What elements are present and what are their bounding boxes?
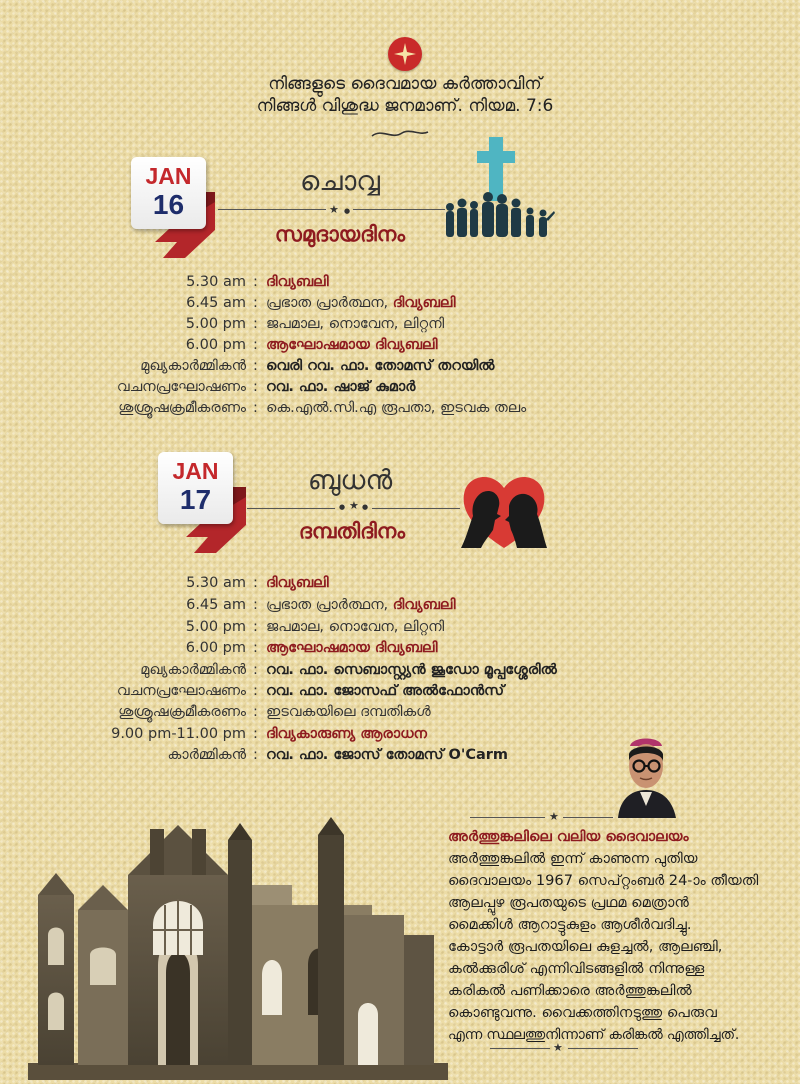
divider-line	[247, 508, 335, 509]
schedule-value: ജപമാല, നൊവേന, ലിറ്റനി	[266, 316, 445, 332]
divider-line	[372, 508, 460, 509]
history-line: കൊണ്ടുവന്നു. വൈക്കത്തിനടുത്തു പെരുവ	[448, 1004, 717, 1021]
schedule-label: ശുശ്രൂഷക്രമീകരണം	[118, 704, 246, 720]
schedule-label: വചനപ്രഘോഷണം	[116, 683, 246, 699]
schedule-row	[0, 681, 800, 702]
schedule-time: 6.45 am	[186, 597, 246, 613]
schedule-value	[266, 293, 455, 314]
bible-verse	[160, 73, 650, 117]
schedule-value: റവ. ഫാ. ജോസ് തോമസ് O'Carm	[266, 747, 509, 763]
schedule-value-highlight: ദിവ്യബലി	[392, 597, 456, 613]
schedule-value-plain: പ്രഭാത പ്രാർത്ഥന,	[266, 295, 389, 311]
history-line: ആലപ്പുഴ രൂപതയുടെ പ്രഥമ മെത്രാൻ	[448, 894, 689, 911]
history-line: കൽക്കുരിശ് എന്നിവിടങ്ങളിൽ നിന്നുള്ള	[448, 960, 705, 977]
schedule-value-highlight: ദിവ്യബലി	[392, 295, 456, 311]
schedule-value: ഇടവകയിലെ ദമ്പതികൾ	[266, 704, 431, 720]
schedule-value: ആഘോഷമായ ദിവ്യബലി	[266, 640, 438, 656]
colon: :	[253, 662, 258, 678]
colon: :	[253, 619, 258, 635]
schedule-row	[0, 377, 800, 398]
colon: :	[253, 316, 258, 332]
schedule-row	[0, 573, 800, 594]
history-line: കോട്ടാർ രൂപതയിലെ കുളച്ചൽ, ആലഞ്ചി,	[448, 938, 723, 955]
history-line: കരികൽ പണിക്കാരെ അർത്തുങ്കലിൽ	[448, 982, 692, 999]
schedule-value: ദിവ്യബലി	[266, 575, 329, 591]
schedule-row	[0, 335, 800, 356]
divider-line	[470, 817, 545, 818]
schedule-time: 9.00 pm-11.00 pm	[111, 726, 246, 742]
dot-icon: ●	[344, 207, 351, 215]
history-text	[448, 826, 778, 1046]
divider-line	[218, 209, 326, 210]
colon: :	[253, 295, 258, 311]
day-theme: ദമ്പതിദിനം	[298, 519, 406, 543]
schedule-row	[0, 356, 800, 377]
cross-family-icon	[440, 135, 555, 245]
colon: :	[253, 337, 258, 353]
colon: :	[253, 358, 258, 374]
date-day: 16	[152, 189, 185, 220]
history-line: അർത്തുങ്കലിൽ ഇന്ന് കാണുന്ന പുതിയ	[448, 850, 698, 867]
schedule-row	[0, 702, 800, 723]
star-icon: ★	[349, 499, 359, 512]
schedule-value: റവ. ഫാ. ജോസഫ് അൽഫോൻസ്	[266, 683, 505, 699]
day-name: ചൊവ്വ	[299, 166, 380, 197]
schedule-time: 6.45 am	[186, 295, 246, 311]
bishop-portrait	[610, 732, 682, 822]
divider-line	[568, 1048, 638, 1049]
schedule-time: 5.00 pm	[185, 316, 246, 332]
schedule-value: വെരി റവ. ഫാ. തോമസ് തറയിൽ	[266, 358, 495, 374]
church-illustration	[28, 815, 448, 1084]
flourish-divider	[370, 126, 430, 146]
history-line: മൈക്കിൾ ആറാട്ടുകുളം ആശീർവദിച്ചു.	[448, 916, 692, 933]
couple-heart-icon	[455, 470, 553, 556]
date-badge	[131, 157, 206, 229]
day-theme: സമുദായദിനം	[274, 222, 406, 246]
schedule-time: 5.30 am	[186, 274, 246, 290]
history-line: എന്ന സ്ഥലത്തുനിന്നാണ് കരിങ്കൽ എത്തിച്ചത്.	[448, 1027, 740, 1043]
schedule-value: റവ. ഫാ. ഷാജ് കുമാർ	[266, 379, 416, 395]
verse-line-2: നിങ്ങൾ വിശുദ്ധ ജനമാണ്. നിയമ. 7:6	[256, 96, 554, 116]
schedule-value: റവ. ഫാ. സെബാസ്റ്റ്യൻ ജൂഡോ മൂപ്പശ്ശേരിൽ	[266, 662, 557, 678]
schedule-value-plain: പ്രഭാത പ്രാർത്ഥന,	[266, 597, 389, 613]
schedule-row	[0, 398, 800, 419]
divider-line	[563, 817, 613, 818]
schedule-row	[0, 595, 800, 616]
colon: :	[253, 683, 258, 699]
colon: :	[253, 597, 258, 613]
star-icon: ★	[549, 810, 559, 823]
dot-icon: ●	[339, 503, 346, 511]
schedule-row	[0, 660, 800, 681]
dot-icon: ●	[362, 503, 369, 511]
colon: :	[253, 575, 258, 591]
star-cross-icon	[388, 37, 422, 71]
schedule-row	[0, 293, 800, 314]
date-month: JAN	[145, 163, 192, 189]
schedule-value: ദിവ്യബലി	[266, 274, 329, 290]
schedule-time: 5.30 am	[186, 575, 246, 591]
date-month: JAN	[172, 458, 219, 484]
schedule-row	[0, 314, 800, 335]
schedule-label: മുഖ്യകാർമ്മികൻ	[140, 358, 246, 374]
colon: :	[253, 400, 258, 416]
schedule-label: വചനപ്രഘോഷണം	[116, 379, 246, 395]
divider-line	[490, 1048, 550, 1049]
star-icon: ★	[329, 203, 339, 216]
schedule-label: മുഖ്യകാർമ്മികൻ	[140, 662, 246, 678]
colon: :	[253, 640, 258, 656]
colon: :	[253, 379, 258, 395]
schedule-value: ദിവ്യകാരുണ്യ ആരാധന	[266, 726, 427, 742]
history-line: ദൈവാലയം 1967 സെപ്റ്റംബർ 24-ാം തീയതി	[448, 872, 759, 889]
schedule-time: 6.00 pm	[185, 640, 246, 656]
schedule-row	[0, 638, 800, 659]
verse-line-1: നിങ്ങളുടെ ദൈവമായ കർത്താവിന്	[268, 74, 542, 94]
colon: :	[253, 747, 258, 763]
colon: :	[253, 704, 258, 720]
colon: :	[253, 274, 258, 290]
schedule-value	[266, 595, 455, 616]
schedule-value: ജപമാല, നൊവേന, ലിറ്റനി	[266, 619, 445, 635]
schedule-value: കെ.എൽ.സി.എ രൂപതാ, ഇടവക തലം	[266, 400, 527, 416]
schedule-time: 6.00 pm	[185, 337, 246, 353]
schedule-row	[0, 617, 800, 638]
schedule-label: കാർമ്മികൻ	[167, 747, 246, 763]
date-day: 17	[179, 484, 212, 515]
day-name: ബുധൻ	[307, 465, 393, 496]
schedule-time: 5.00 pm	[185, 619, 246, 635]
colon: :	[253, 726, 258, 742]
star-icon: ★	[553, 1041, 563, 1054]
divider-line	[353, 209, 445, 210]
schedule-row	[0, 272, 800, 293]
date-badge	[158, 452, 233, 524]
schedule-label: ശുശ്രൂഷക്രമീകരണം	[118, 400, 246, 416]
history-title: അർത്തുങ്കലിലെ വലിയ ദൈവാലയം	[448, 828, 689, 845]
schedule-value: ആഘോഷമായ ദിവ്യബലി	[266, 337, 438, 353]
